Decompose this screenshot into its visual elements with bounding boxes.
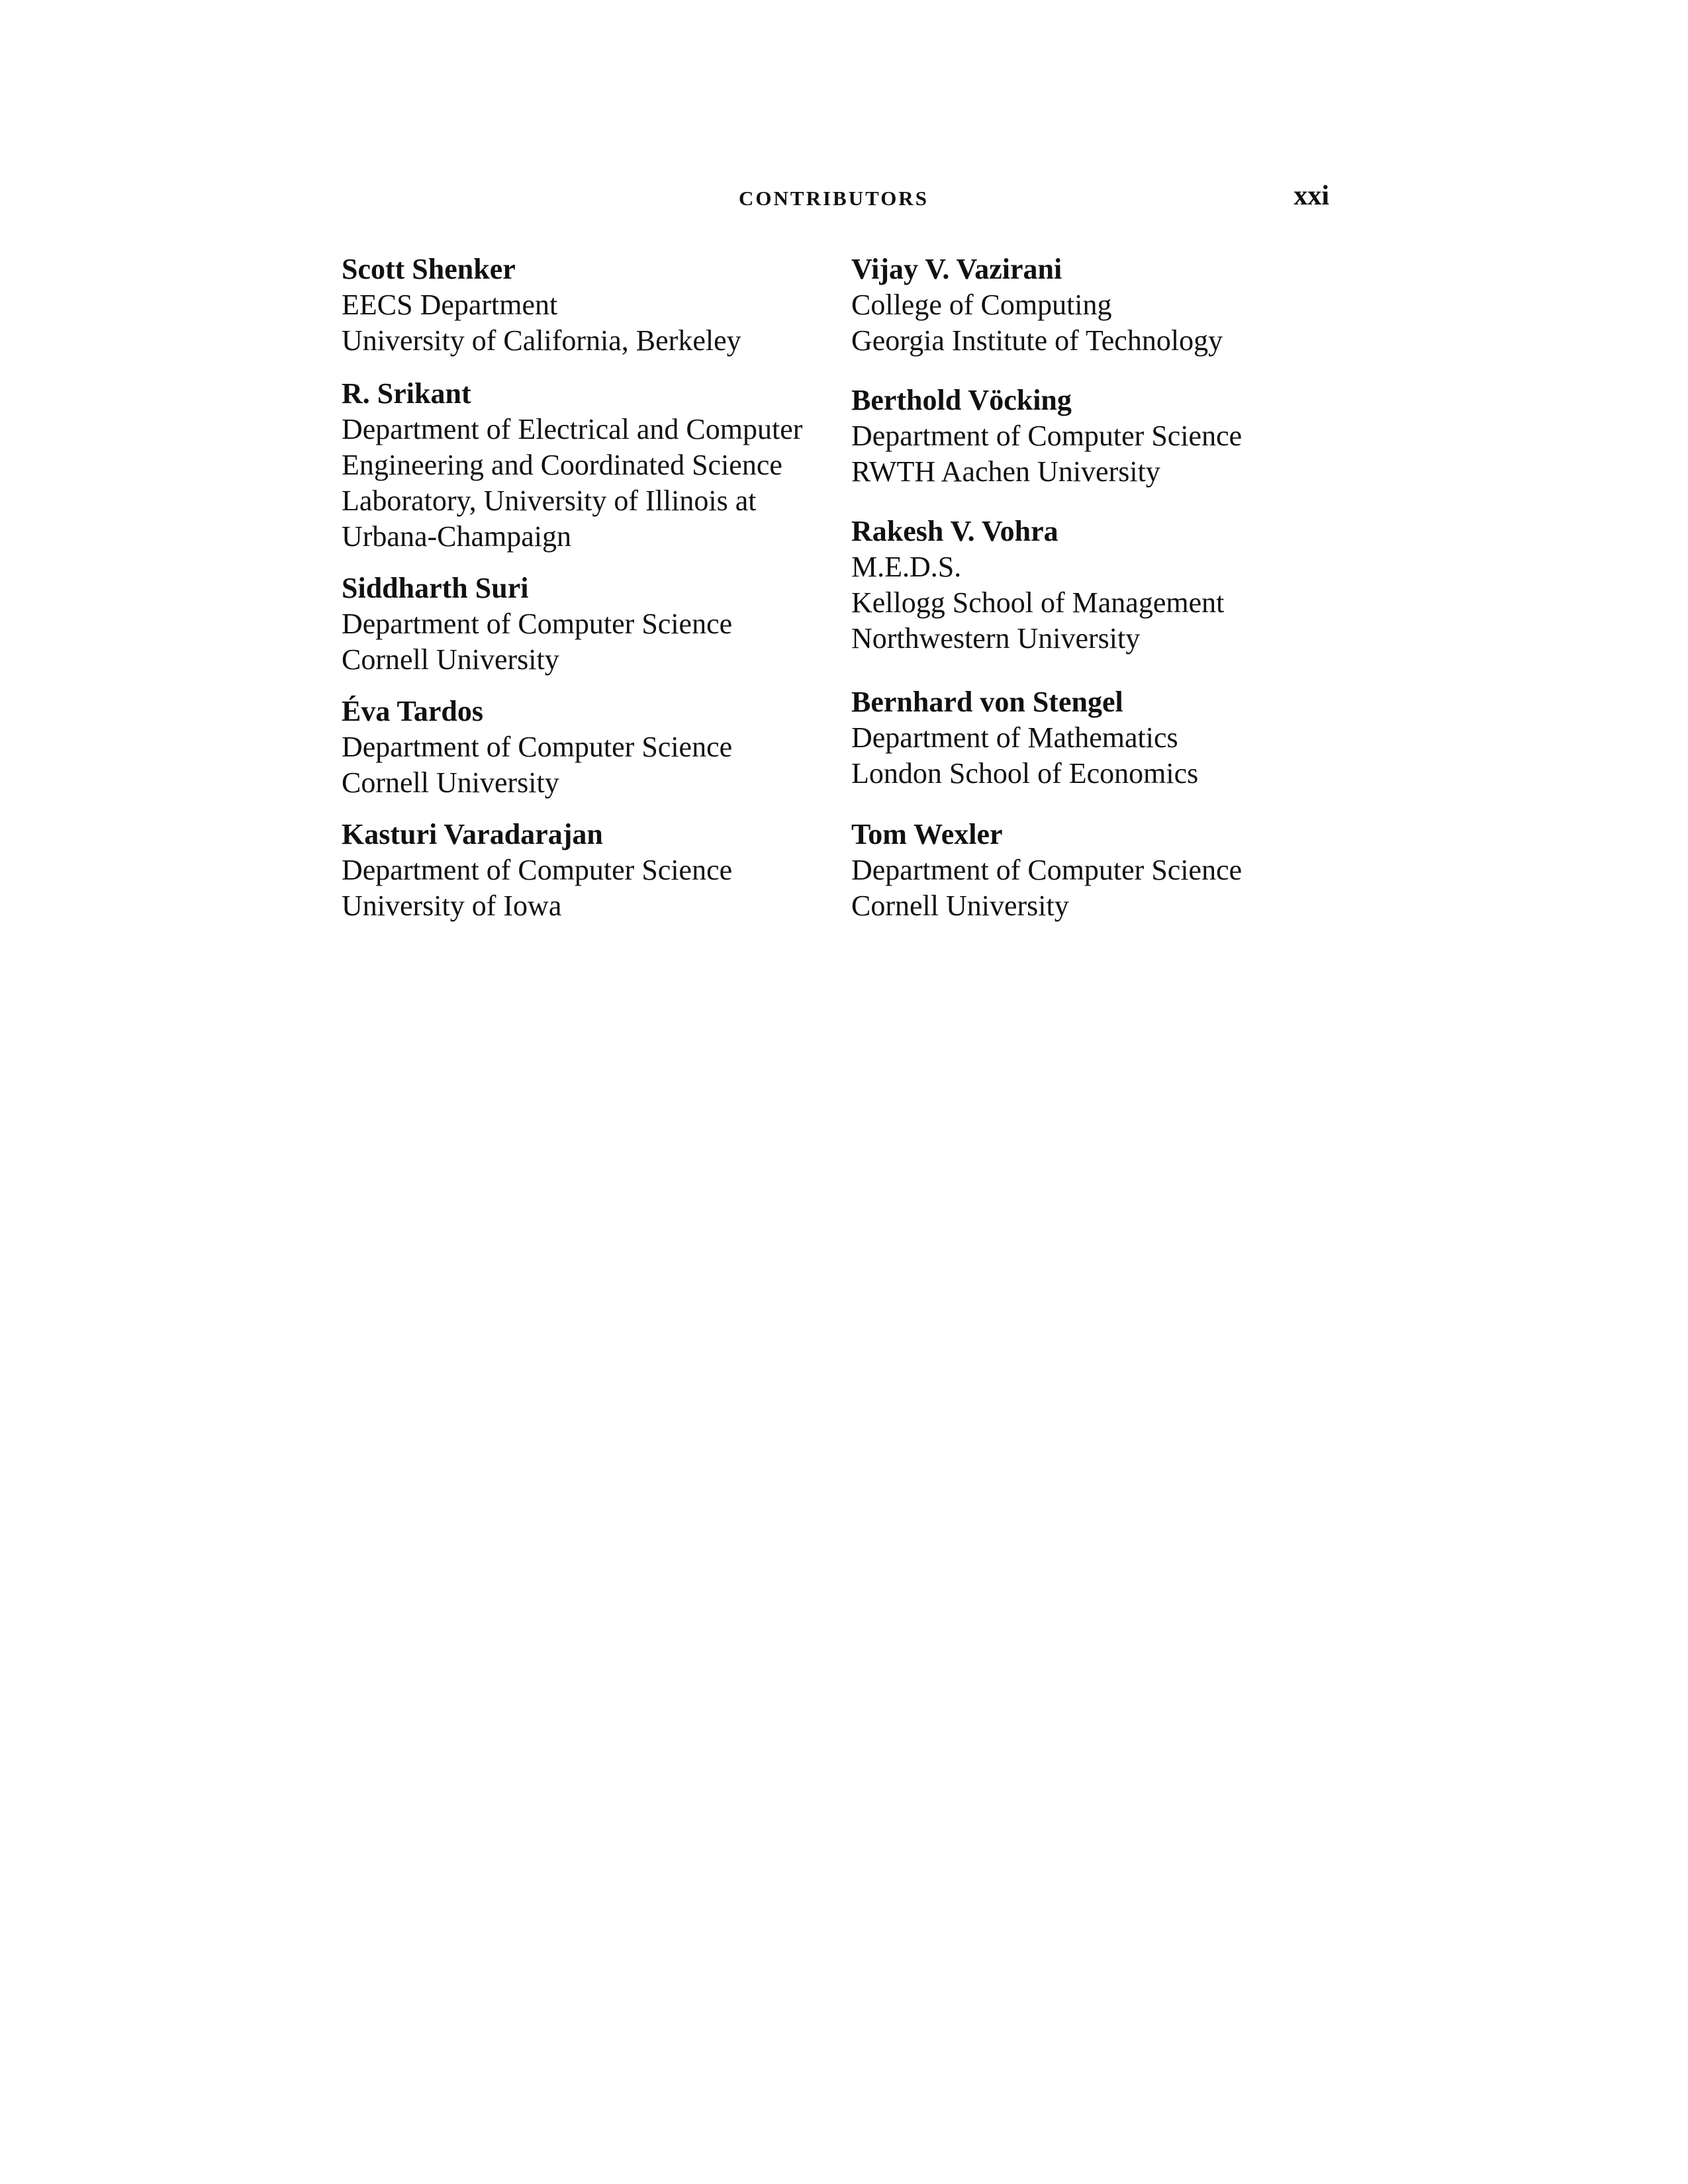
contributor-name: Vijay V. Vazirani (851, 253, 1062, 285)
affiliation-line: University of Iowa (342, 889, 562, 922)
contributor-name: Rakesh V. Vohra (851, 515, 1058, 547)
contributor-entry (342, 376, 802, 555)
affiliation-line: Engineering and Coordinated Science (342, 449, 782, 481)
affiliation-line: London School of Economics (851, 757, 1199, 790)
affiliation-line: EECS Department (342, 289, 558, 321)
affiliation-line: M.E.D.S. (851, 551, 962, 583)
contributor-entry (342, 251, 741, 359)
contributor-affiliation (342, 287, 741, 359)
contributor-name: Siddharth Suri (342, 572, 529, 604)
contributor-affiliation (851, 549, 1224, 657)
affiliation-line: Cornell University (342, 643, 559, 676)
affiliation-line: Department of Mathematics (851, 721, 1178, 754)
contributor-name: Kasturi Varadarajan (342, 818, 603, 850)
contributor-affiliation (342, 729, 732, 801)
affiliation-line: Georgia Institute of Technology (851, 324, 1223, 357)
contributor-entry (851, 817, 1242, 924)
contributor-affiliation (342, 606, 732, 678)
contributor-name: Berthold Vöcking (851, 384, 1072, 416)
contributor-affiliation (851, 287, 1223, 359)
running-title: CONTRIBUTORS (739, 187, 929, 210)
contributor-entry (342, 570, 732, 678)
contributor-entry (851, 684, 1198, 792)
affiliation-line: RWTH Aachen University (851, 455, 1160, 488)
contributor-affiliation (851, 418, 1242, 490)
affiliation-line: University of California, Berkeley (342, 324, 741, 357)
affiliation-line: Department of Computer Science (342, 731, 733, 763)
contributor-name: R. Srikant (342, 377, 471, 410)
affiliation-line: Department of Computer Science (342, 608, 733, 640)
contributor-entry (851, 383, 1242, 490)
affiliation-line: Department of Electrical and Computer (342, 413, 803, 445)
contributor-name: Tom Wexler (851, 818, 1003, 850)
page-number: xxi (1293, 181, 1329, 211)
affiliation-line: Cornell University (342, 766, 559, 799)
contributor-entry (851, 251, 1223, 359)
affiliation-line: Department of Computer Science (851, 420, 1243, 452)
contributor-name: Éva Tardos (342, 695, 483, 727)
contributor-entry (851, 514, 1224, 657)
contributor-affiliation (851, 720, 1198, 792)
contributor-entry (342, 694, 732, 801)
affiliation-line: Laboratory, University of Illinois at (342, 484, 757, 517)
contributor-name: Bernhard von Stengel (851, 686, 1123, 718)
contributor-affiliation (851, 852, 1242, 924)
affiliation-line: Department of Computer Science (851, 854, 1243, 886)
affiliation-line: Cornell University (851, 889, 1069, 922)
affiliation-line: College of Computing (851, 289, 1112, 321)
affiliation-line: Urbana-Champaign (342, 520, 571, 553)
contributor-entry (342, 817, 732, 924)
affiliation-line: Department of Computer Science (342, 854, 733, 886)
affiliation-line: Northwestern University (851, 622, 1141, 655)
contributor-name: Scott Shenker (342, 253, 516, 285)
contributor-affiliation (342, 412, 802, 555)
contributor-affiliation (342, 852, 732, 924)
affiliation-line: Kellogg School of Management (851, 586, 1225, 619)
